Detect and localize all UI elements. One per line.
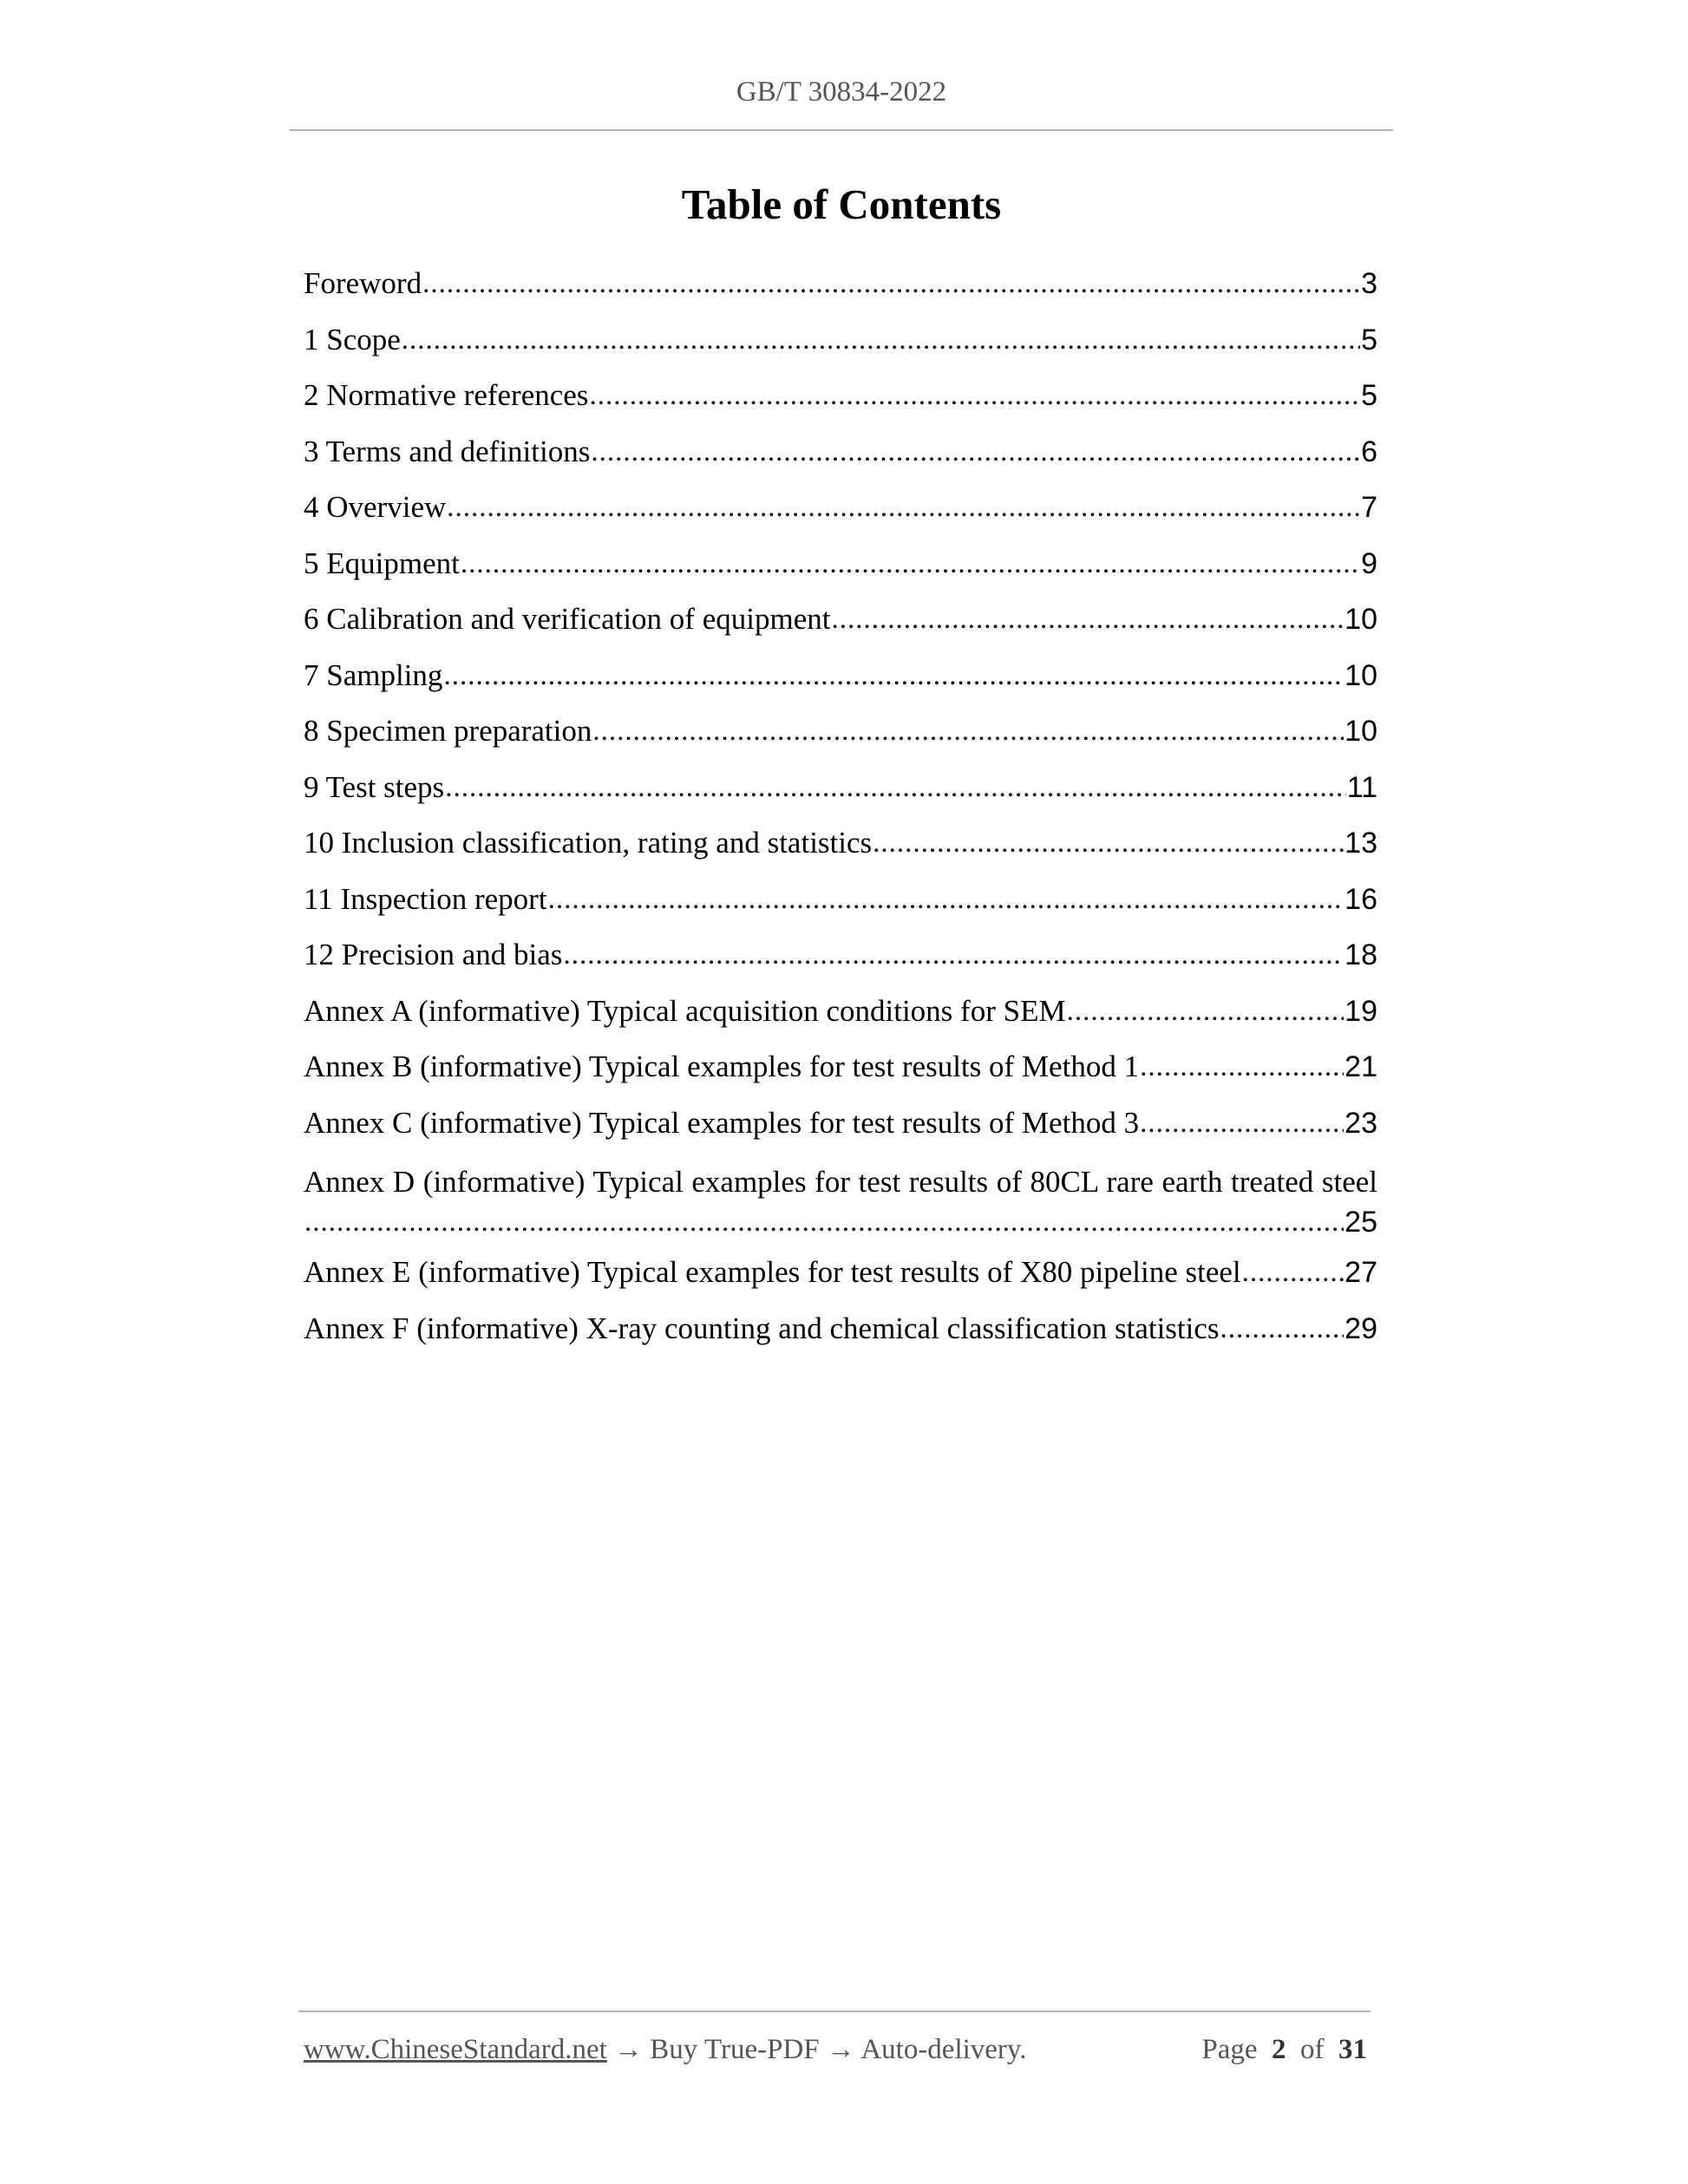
page-footer (304, 2030, 1367, 2070)
toc-entry-label: 8 Specimen preparation (304, 714, 592, 749)
toc-entry-label: Foreword (304, 266, 422, 301)
toc-entry-annex-c[interactable] (304, 1095, 1377, 1152)
toc-entry-scope[interactable] (304, 312, 1377, 369)
dot-leader (304, 1203, 1344, 1241)
toc-entry-label: 7 Sampling (304, 657, 443, 692)
toc-entry-page: 18 (1345, 938, 1377, 972)
toc-entry-annex-d[interactable] (304, 1151, 1377, 1245)
toc-entry-page: 7 (1361, 491, 1377, 525)
toc-entry-annex-a[interactable] (304, 984, 1377, 1040)
toc-entry-label: 1 Scope (304, 322, 401, 356)
of-word: of (1300, 2034, 1325, 2065)
toc-entry-overview[interactable] (304, 480, 1377, 536)
dot-leader (592, 712, 1344, 750)
toc-entry-page: 23 (1345, 1106, 1377, 1140)
dot-leader (1242, 1253, 1345, 1291)
toc-entry-label: Annex A (informative) Typical acquisition conditions for SEM (304, 993, 1066, 1028)
toc-entry-label: Annex B (informative) Typical examples for test results of Method 1 (304, 1049, 1140, 1084)
toc-entry-page: 16 (1345, 882, 1377, 916)
site-link[interactable]: www.ChineseStandard.net (304, 2034, 607, 2065)
toc-entry-page: 10 (1345, 603, 1377, 637)
toc-entry-page: 10 (1345, 715, 1377, 749)
toc-entry-page: 13 (1345, 827, 1377, 860)
page-number (1201, 2030, 1367, 2070)
buy-text: Buy True-PDF (650, 2034, 820, 2065)
arrow-right-icon: → (826, 2034, 855, 2065)
dot-leader (443, 657, 1344, 695)
toc-entry-label: 11 Inspection report (304, 881, 547, 916)
toc-entry-label: 9 Test steps (304, 769, 445, 804)
toc-entry-test-steps[interactable] (304, 760, 1377, 816)
page-title: Table of Contents (681, 180, 1002, 228)
toc-entry-label: 6 Calibration and verification of equipment (304, 602, 831, 637)
delivery-text: Auto-delivery. (860, 2034, 1027, 2065)
page-word: Page (1201, 2034, 1258, 2065)
arrow-right-icon: → (614, 2034, 644, 2065)
dot-leader (548, 880, 1345, 919)
toc-entry-annex-b[interactable] (304, 1039, 1377, 1095)
toc-entry-normative-references[interactable] (304, 368, 1377, 424)
toc-entry-page: 6 (1361, 435, 1377, 468)
toc-entry-page: 25 (1345, 1206, 1377, 1239)
toc-entry-label: 5 Equipment (304, 546, 460, 580)
toc-entry-terms-definitions[interactable] (304, 424, 1377, 481)
toc-entry-label: Annex C (informative) Typical examples for test results of Method 3 (304, 1105, 1140, 1140)
toc-entry-label: 4 Overview (304, 490, 447, 525)
toc-entry-page: 5 (1361, 379, 1377, 413)
toc-entry-page: 19 (1345, 994, 1377, 1028)
toc-entry-page: 10 (1345, 658, 1377, 692)
toc-entry-foreword[interactable] (304, 256, 1377, 312)
toc-entry-page: 29 (1345, 1311, 1377, 1345)
toc-entry-page: 21 (1345, 1050, 1377, 1084)
dot-leader (1067, 992, 1345, 1030)
toc-entry-label: Annex D (informative) Typical examples for test results of 80CL rare earth treated steel (304, 1165, 1377, 1199)
toc-entry-page: 27 (1345, 1256, 1377, 1290)
toc-entry-annex-f[interactable] (304, 1301, 1377, 1357)
dot-leader (831, 600, 1344, 638)
dot-leader (591, 433, 1360, 471)
toc-entry-label: 10 Inclusion classification, rating and statistics (304, 826, 873, 860)
toc-entry-label: 3 Terms and definitions (304, 434, 591, 468)
toc-entry-inspection-report[interactable] (304, 872, 1377, 928)
dot-leader (1220, 1310, 1345, 1348)
toc-entry-page: 11 (1346, 770, 1377, 804)
toc-entry-label: Annex E (informative) Typical examples for test results of X80 pipeline steel (304, 1255, 1241, 1290)
toc-entry-page: 5 (1361, 323, 1377, 356)
dot-leader (445, 768, 1346, 807)
toc-entry-annex-e[interactable] (304, 1245, 1377, 1301)
toc-entry-continuation (304, 1203, 1377, 1241)
toc-entry-calibration[interactable] (304, 592, 1377, 648)
dot-leader (447, 488, 1360, 526)
dot-leader (461, 545, 1360, 583)
footer-divider (298, 2011, 1371, 2012)
dot-leader (1140, 1104, 1344, 1142)
footer-promo (304, 2030, 1027, 2070)
toc-list (304, 256, 1377, 1357)
toc-entry-label: 2 Normative references (304, 378, 589, 413)
toc-entry-precision-bias[interactable] (304, 927, 1377, 984)
toc-entry-inclusion-classification[interactable] (304, 815, 1377, 872)
toc-entry-sampling[interactable] (304, 648, 1377, 704)
current-page: 2 (1272, 2034, 1286, 2065)
toc-entry-label: Annex F (informative) X-ray counting and chemical classification statistics (304, 1311, 1220, 1345)
page-header: GB/T 30834-2022 (736, 76, 947, 108)
toc-entry-label: 12 Precision and bias (304, 938, 563, 972)
dot-leader (422, 265, 1360, 303)
toc-entry-specimen-preparation[interactable] (304, 703, 1377, 760)
header-divider (290, 129, 1393, 131)
toc-entry-page: 9 (1361, 546, 1377, 580)
dot-leader (402, 321, 1360, 359)
toc-entry-page: 3 (1361, 267, 1377, 301)
total-pages: 31 (1338, 2034, 1367, 2065)
toc-entry-equipment[interactable] (304, 536, 1377, 592)
dot-leader (589, 376, 1360, 415)
dot-leader (1140, 1048, 1344, 1086)
dot-leader (563, 936, 1344, 974)
dot-leader (873, 824, 1344, 862)
